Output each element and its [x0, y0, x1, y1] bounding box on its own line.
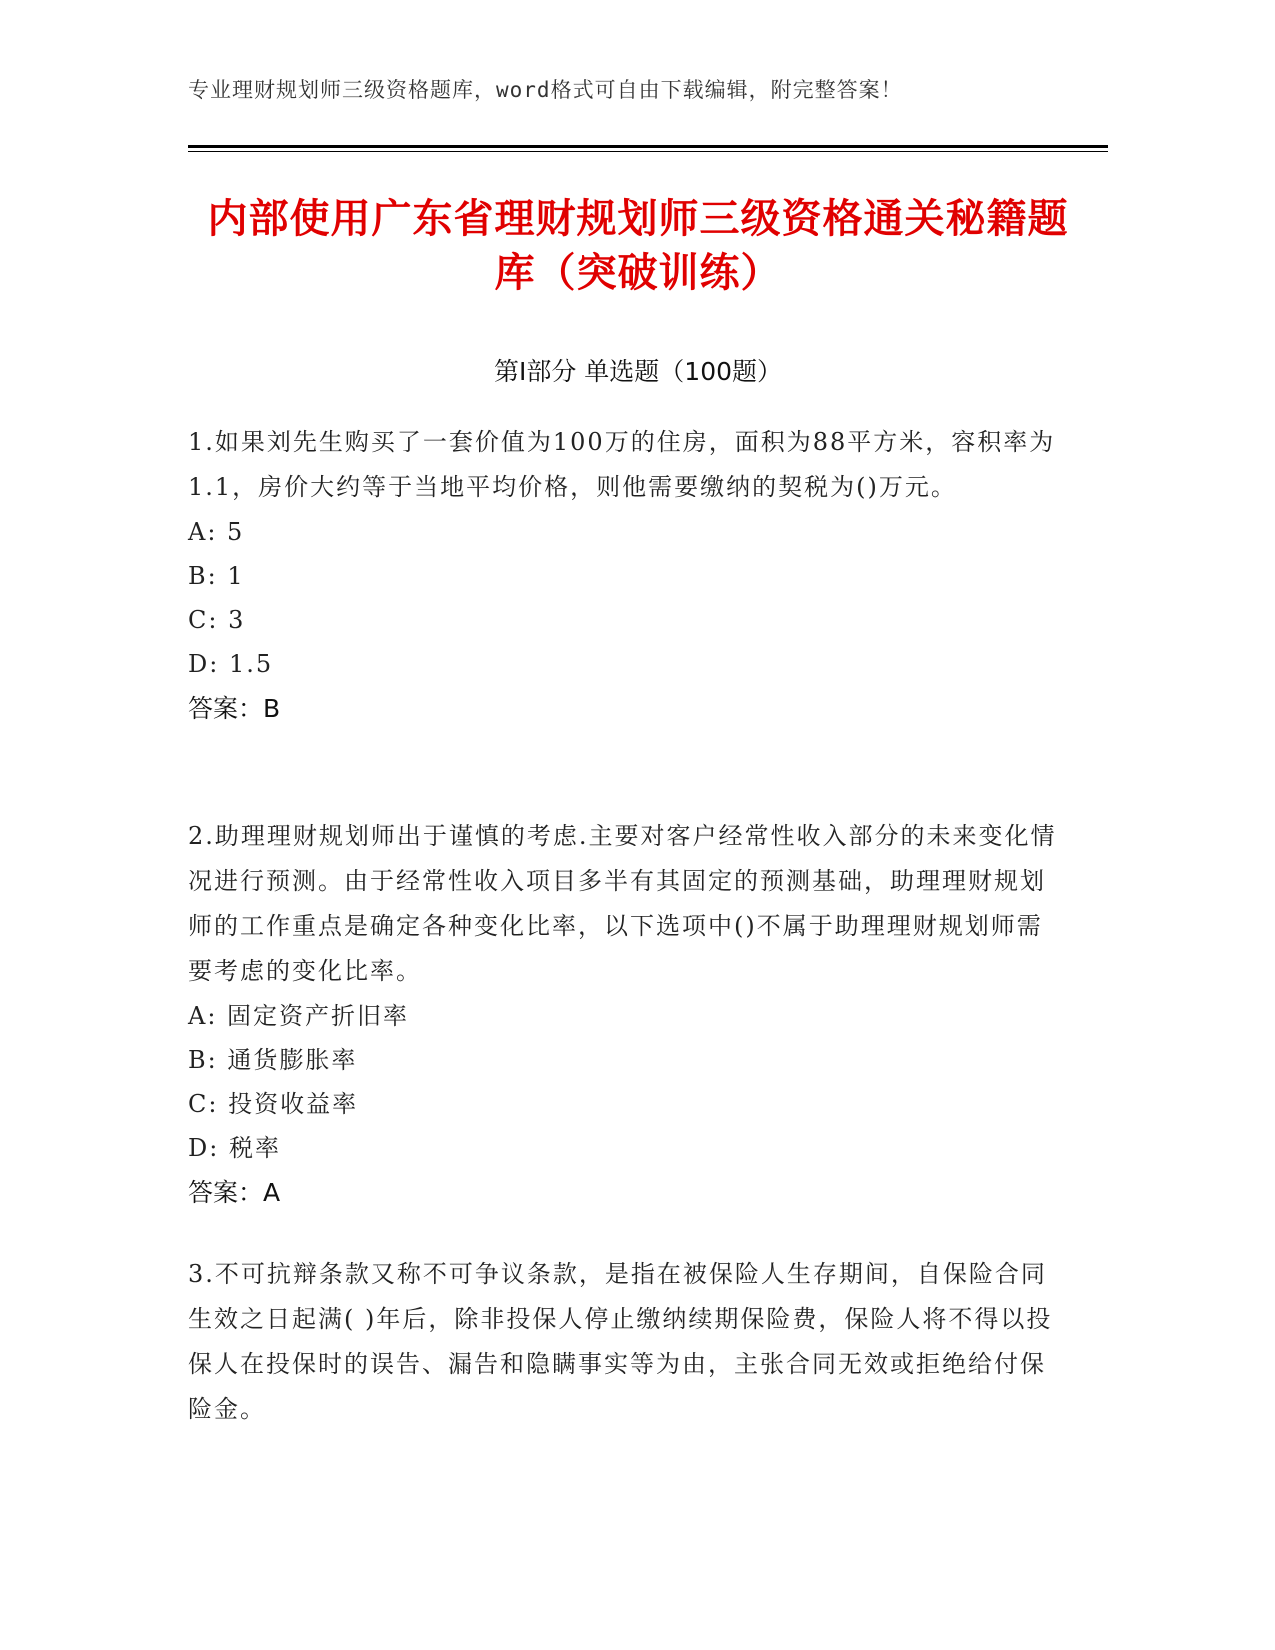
question-stem: 2.助理理财规划师出于谨慎的考虑.主要对客户经常性收入部分的未来变化情况进行预测。由于经常性收入项目多半有其固定的预测基础，助理理财规划师的工作重点是确定各种变化比率，以下选项中()不属于助理理财规划师需要考虑的变化比率。 [188, 822, 1057, 985]
header-note: 专业理财规划师三级资格题库，word格式可自由下载编辑，附完整答案！ [188, 78, 903, 102]
header-rule-thick [188, 145, 1108, 148]
option-a: A: 5 [188, 518, 245, 546]
option-c: C: 投资收益率 [188, 1090, 359, 1118]
answer-label: 答案：A [188, 1178, 281, 1207]
option-b: B: 1 [188, 562, 245, 590]
question-1 [188, 420, 1068, 732]
question-3 [188, 1252, 1068, 1432]
option-b: B: 通货膨胀率 [188, 1046, 358, 1074]
question-stem: 1.如果刘先生购买了一套价值为100万的住房，面积为88平方米，容积率为1.1，房价大约等于当地平均价格，则他需要缴纳的契税为()万元。 [188, 428, 1056, 501]
option-c: C: 3 [188, 606, 246, 634]
header-rule-thin [188, 151, 1108, 152]
question-stem: 3.不可抗辩条款又称不可争议条款，是指在被保险人生存期间，自保险合同生效之日起满( )年后，除非投保人停止缴纳续期保险费，保险人将不得以投保人在投保时的误告、漏告和隐瞒事实等为由，主张合同无效或拒绝给付保险金。 [188, 1260, 1053, 1423]
document-title: 内部使用广东省理财规划师三级资格通关秘籍题库（突破训练） [207, 196, 1069, 296]
question-2 [188, 814, 1068, 1216]
option-d: D: 税率 [188, 1134, 281, 1162]
section-heading: 第Ⅰ部分 单选题（100题） [493, 357, 783, 386]
option-a: A: 固定资产折旧率 [188, 1002, 410, 1030]
answer-label: 答案：B [188, 694, 281, 723]
option-d: D: 1.5 [188, 650, 274, 678]
